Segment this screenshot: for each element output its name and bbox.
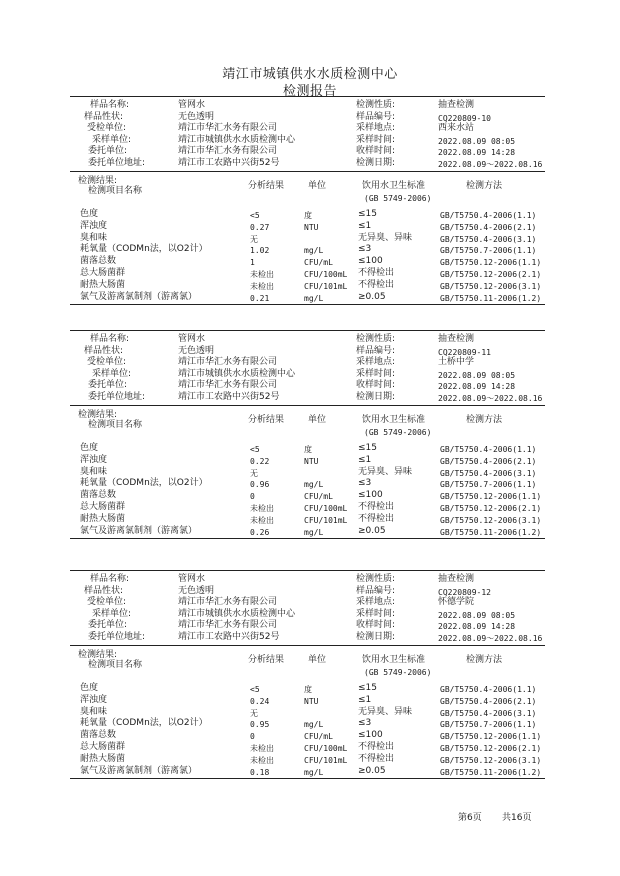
table-row-method: GB/T5750.12-2006(3.1): [440, 281, 542, 291]
table-row-std: 不得检出: [358, 502, 395, 512]
section-top-rule: [70, 570, 545, 571]
value-check-date: 2022.08.09～2022.08.16: [438, 634, 543, 643]
col-unit-header: 单位: [308, 655, 327, 665]
value-name: 管网水: [178, 100, 206, 110]
label-sample-time: 采样时间:: [356, 368, 396, 379]
col-method-header: 检测方法: [466, 655, 503, 665]
label-check-nature: 检测性质:: [356, 574, 396, 584]
value-name: 管网水: [178, 334, 206, 344]
page-total: 共16页: [502, 813, 532, 823]
label-sample-time: 采样时间:: [356, 608, 396, 619]
results-heading: 检测结果:: [78, 410, 118, 420]
label-entrust-addr: 委托单位地址:: [88, 392, 146, 402]
value-entrust-addr: 靖江市工农路中兴街52号: [178, 158, 280, 168]
table-row-method: GB/T5750.4-2006(3.1): [440, 468, 537, 478]
value-recv-time: 2022.08.09 14:28: [438, 148, 516, 158]
table-row-value: <5: [250, 211, 260, 220]
value-client: 靖江市华汇水务有限公司: [178, 123, 278, 134]
table-row-value: 0.26: [250, 527, 270, 537]
table-row-value: 未检出: [250, 504, 274, 513]
results-heading: 检测结果:: [78, 650, 118, 660]
col-std-header: 饮用水卫生标准: [362, 181, 426, 191]
table-row-unit: mg/L: [304, 246, 324, 256]
value-sampler: 靖江市城镇供水水质检测中心: [178, 134, 296, 145]
table-row-method: GB/T5750.4-2006(3.1): [440, 708, 537, 718]
table-row-item: 色度: [80, 683, 99, 693]
value-check-date: 2022.08.09～2022.08.16: [438, 394, 543, 403]
table-row-item: 色度: [80, 209, 99, 219]
col-method-header: 检测方法: [466, 181, 503, 191]
value-recv-time: 2022.08.09 14:28: [438, 382, 516, 392]
label-recv-time: 收样时间:: [356, 146, 396, 157]
label-entrust-addr: 委托单位地址:: [88, 632, 146, 642]
label-sample-no: 样品编号:: [356, 111, 396, 122]
table-row-item: 耗氧量（CODMn法，以O2计）: [80, 478, 208, 489]
col-std-header: 饮用水卫生标准: [362, 655, 426, 665]
table-row-value: <5: [250, 685, 260, 694]
table-row-unit: mg/L: [304, 293, 324, 303]
label-entrust: 委托单位:: [88, 146, 128, 157]
table-row-item: 浑浊度: [80, 694, 108, 705]
table-row-method: GB/T5750.12-2006(1.1): [440, 732, 542, 742]
table-row-item: 浑浊度: [80, 220, 108, 231]
table-row-item: 总大肠菌群: [80, 742, 126, 752]
table-row-std: 不得检出: [358, 742, 395, 752]
value-sample-time: 2022.08.09 08:05: [438, 136, 516, 146]
col-item-header: 检测项目名称: [88, 660, 143, 670]
section-bottom-rule: [70, 304, 545, 305]
table-row-value: 未检出: [250, 270, 274, 279]
table-row-unit: 度: [304, 685, 312, 694]
value-sampler: 靖江市城镇供水水质检测中心: [178, 608, 296, 619]
table-row-value: 无: [250, 708, 258, 718]
label-sampler: 采样单位:: [92, 608, 132, 619]
table-row-std: 不得检出: [358, 753, 395, 764]
col-unit-header: 单位: [308, 415, 327, 425]
table-row-std: ≥0.05: [358, 291, 386, 302]
header-bottom-rule: [70, 645, 545, 646]
table-row-item: 氯气及游离氯制剂（游离氯）: [80, 525, 198, 536]
label-check-date: 检测日期:: [356, 632, 396, 642]
table-row-method: GB/T5750.12-2006(2.1): [440, 270, 542, 279]
value-name: 管网水: [178, 574, 206, 584]
table-row-unit: mg/L: [304, 480, 324, 490]
col-method-header: 检测方法: [466, 415, 503, 425]
table-row-unit: 度: [304, 211, 312, 220]
label-sample-no: 样品编号:: [356, 345, 396, 356]
table-row-item: 菌落总数: [80, 490, 117, 501]
table-row-item: 耐热大肠菌: [80, 753, 126, 764]
table-row-unit: NTU: [304, 222, 319, 232]
table-row-item: 色度: [80, 443, 99, 453]
value-check-date: 2022.08.09～2022.08.16: [438, 160, 543, 169]
value-sample-time: 2022.08.09 08:05: [438, 370, 516, 380]
value-entrust: 靖江市华汇水务有限公司: [178, 620, 278, 631]
table-row-item: 臭和味: [80, 466, 108, 477]
table-row-method: GB/T5750.4-2006(1.1): [440, 211, 537, 220]
table-row-std: ≥0.05: [358, 525, 386, 536]
value-entrust: 靖江市华汇水务有限公司: [178, 380, 278, 391]
table-row-unit: NTU: [304, 696, 319, 706]
label-sample-time: 采样时间:: [356, 134, 396, 145]
value-nature: 无色透明: [178, 585, 215, 596]
table-row-std: 不得检出: [358, 279, 395, 290]
table-row-method: GB/T5750.7-2006(1.1): [440, 720, 537, 730]
label-client: 受检单位:: [87, 597, 127, 608]
table-row-std: 不得检出: [358, 268, 395, 278]
table-row-unit: CFU/101mL: [304, 515, 348, 525]
table-row-method: GB/T5750.12-2006(3.1): [440, 755, 542, 765]
table-row-item: 耐热大肠菌: [80, 279, 126, 290]
table-row-method: GB/T5750.11-2006(1.2): [440, 767, 542, 777]
header-bottom-rule: [70, 171, 545, 172]
value-check-nature: 抽查检测: [438, 334, 475, 344]
label-client: 受检单位:: [87, 357, 127, 368]
table-row-std: ≤15: [358, 209, 377, 219]
label-entrust: 委托单位:: [88, 380, 128, 391]
table-row-value: 0.95: [250, 720, 270, 730]
table-row-item: 菌落总数: [80, 730, 117, 741]
col-value-header: 分析结果: [248, 655, 285, 665]
table-row-std: ≤100: [358, 256, 383, 267]
table-row-item: 臭和味: [80, 232, 108, 243]
value-nature: 无色透明: [178, 345, 215, 356]
table-row-method: GB/T5750.11-2006(1.2): [440, 293, 542, 303]
label-check-nature: 检测性质:: [356, 334, 396, 344]
table-row-item: 耗氧量（CODMn法，以O2计）: [80, 718, 208, 729]
value-sample-no: CQ220809-12: [438, 587, 491, 597]
table-row-item: 氯气及游离氯制剂（游离氯）: [80, 291, 198, 302]
table-row-unit: CFU/100mL: [304, 744, 348, 753]
table-row-std: ≤3: [358, 478, 372, 489]
table-row-std: ≤100: [358, 490, 383, 501]
report-title: 检测报告: [282, 84, 337, 99]
col-value-header: 分析结果: [248, 415, 285, 425]
table-row-value: 未检出: [250, 755, 274, 765]
table-row-method: GB/T5750.12-2006(3.1): [440, 515, 542, 525]
table-row-unit: CFU/mL: [304, 492, 333, 502]
value-client: 靖江市华汇水务有限公司: [178, 597, 278, 608]
table-row-unit: 度: [304, 445, 312, 454]
value-sample-no: CQ220809-11: [438, 347, 491, 357]
section-top-rule: [70, 330, 545, 331]
table-row-std: 不得检出: [358, 513, 395, 524]
table-row-std: 无异臭、异味: [358, 466, 413, 477]
table-row-std: ≤1: [358, 220, 372, 231]
table-row-unit: CFU/101mL: [304, 755, 348, 765]
value-sample-loc: 西来水站: [438, 123, 475, 134]
value-recv-time: 2022.08.09 14:28: [438, 622, 516, 632]
table-row-std: ≤15: [358, 443, 377, 453]
table-row-item: 菌落总数: [80, 256, 117, 267]
label-sampler: 采样单位:: [92, 134, 132, 145]
label-sample-nature: 样品性状:: [84, 111, 124, 122]
col-std-header-sub: (GB 5749-2006): [364, 428, 432, 437]
table-row-value: 未检出: [250, 515, 274, 525]
value-entrust-addr: 靖江市工农路中兴街52号: [178, 392, 280, 402]
table-row-value: 0.18: [250, 767, 270, 777]
value-entrust: 靖江市华汇水务有限公司: [178, 146, 278, 157]
label-sample-nature: 样品性状:: [84, 345, 124, 356]
table-row-value: 无: [250, 234, 258, 244]
col-std-header-sub: (GB 5749-2006): [364, 668, 432, 677]
table-row-std: 无异臭、异味: [358, 232, 413, 243]
table-row-method: GB/T5750.11-2006(1.2): [440, 527, 542, 537]
table-row-unit: mg/L: [304, 527, 324, 537]
table-row-unit: mg/L: [304, 720, 324, 730]
table-row-unit: CFU/100mL: [304, 504, 348, 513]
table-row-unit: NTU: [304, 456, 319, 466]
table-row-item: 耐热大肠菌: [80, 513, 126, 524]
col-unit-header: 单位: [308, 181, 327, 191]
value-entrust-addr: 靖江市工农路中兴街52号: [178, 632, 280, 642]
table-row-value: 0: [250, 492, 255, 502]
table-row-item: 臭和味: [80, 706, 108, 717]
label-sample-name: 样品名称:: [90, 334, 130, 344]
table-row-unit: CFU/mL: [304, 732, 333, 742]
table-row-item: 总大肠菌群: [80, 268, 126, 278]
table-row-method: GB/T5750.12-2006(2.1): [440, 744, 542, 753]
value-check-nature: 抽查检测: [438, 100, 475, 110]
label-check-date: 检测日期:: [356, 158, 396, 168]
table-row-unit: CFU/101mL: [304, 281, 348, 291]
label-sample-loc: 采样地点:: [356, 357, 396, 368]
table-row-unit: mg/L: [304, 767, 324, 777]
table-row-item: 浑浊度: [80, 454, 108, 465]
table-row-method: GB/T5750.7-2006(1.1): [440, 480, 537, 490]
table-row-std: ≤15: [358, 683, 377, 693]
table-row-std: ≤3: [358, 244, 372, 255]
table-row-method: GB/T5750.7-2006(1.1): [440, 246, 537, 256]
value-client: 靖江市华汇水务有限公司: [178, 357, 278, 368]
table-row-value: 0.24: [250, 696, 270, 706]
label-sample-loc: 采样地点:: [356, 123, 396, 134]
table-row-item: 耗氧量（CODMn法，以O2计）: [80, 244, 208, 255]
table-row-method: GB/T5750.4-2006(2.1): [440, 696, 537, 706]
table-row-std: ≤3: [358, 718, 372, 729]
col-std-header: 饮用水卫生标准: [362, 415, 426, 425]
label-sample-name: 样品名称:: [90, 574, 130, 584]
table-row-value: 0.96: [250, 480, 270, 490]
table-row-std: ≤1: [358, 694, 372, 705]
label-recv-time: 收样时间:: [356, 380, 396, 391]
col-std-header-sub: (GB 5749-2006): [364, 194, 432, 203]
label-sampler: 采样单位:: [92, 368, 132, 379]
col-item-header: 检测项目名称: [88, 420, 143, 430]
table-row-method: GB/T5750.12-2006(2.1): [440, 504, 542, 513]
table-row-method: GB/T5750.4-2006(1.1): [440, 445, 537, 454]
label-sample-name: 样品名称:: [90, 100, 130, 110]
table-row-method: GB/T5750.4-2006(2.1): [440, 222, 537, 232]
section-bottom-rule: [70, 538, 545, 539]
table-row-method: GB/T5750.4-2006(3.1): [440, 234, 537, 244]
table-row-method: GB/T5750.4-2006(1.1): [440, 685, 537, 694]
table-row-unit: CFU/100mL: [304, 270, 348, 279]
label-recv-time: 收样时间:: [356, 620, 396, 631]
table-row-value: 0.22: [250, 456, 270, 466]
table-row-value: 1.02: [250, 246, 270, 256]
label-entrust-addr: 委托单位地址:: [88, 158, 146, 168]
section-bottom-rule: [70, 778, 545, 779]
table-row-method: GB/T5750.4-2006(2.1): [440, 456, 537, 466]
section-top-rule: [70, 96, 545, 97]
label-sample-nature: 样品性状:: [84, 585, 124, 596]
label-sample-no: 样品编号:: [356, 585, 396, 596]
table-row-unit: CFU/mL: [304, 258, 333, 268]
value-sample-time: 2022.08.09 08:05: [438, 610, 516, 620]
label-check-nature: 检测性质:: [356, 100, 396, 110]
value-sample-loc: 怀德学院: [438, 597, 475, 608]
value-sampler: 靖江市城镇供水水质检测中心: [178, 368, 296, 379]
table-row-std: ≤100: [358, 730, 383, 741]
table-row-value: 0.27: [250, 222, 270, 232]
table-row-value: 未检出: [250, 744, 274, 753]
results-heading: 检测结果:: [78, 176, 118, 186]
table-row-item: 总大肠菌群: [80, 502, 126, 512]
label-entrust: 委托单位:: [88, 620, 128, 631]
col-item-header: 检测项目名称: [88, 186, 143, 196]
label-client: 受检单位:: [87, 123, 127, 134]
table-row-value: <5: [250, 445, 260, 454]
table-row-item: 氯气及游离氯制剂（游离氯）: [80, 765, 198, 776]
table-row-method: GB/T5750.12-2006(1.1): [440, 258, 542, 268]
label-sample-loc: 采样地点:: [356, 597, 396, 608]
value-sample-no: CQ220809-10: [438, 113, 491, 123]
header-bottom-rule: [70, 405, 545, 406]
col-value-header: 分析结果: [248, 181, 285, 191]
table-row-method: GB/T5750.12-2006(1.1): [440, 492, 542, 502]
value-check-nature: 抽查检测: [438, 574, 475, 584]
table-row-std: 无异臭、异味: [358, 706, 413, 717]
table-row-std: ≥0.05: [358, 765, 386, 776]
table-row-std: ≤1: [358, 454, 372, 465]
table-row-value: 0: [250, 732, 255, 742]
org-title: 靖江市城镇供水水质检测中心: [222, 67, 398, 82]
value-nature: 无色透明: [178, 111, 215, 122]
table-row-value: 无: [250, 468, 258, 478]
table-row-value: 0.21: [250, 293, 270, 303]
page-number: 第6页: [458, 813, 482, 823]
table-row-value: 1: [250, 258, 255, 268]
table-row-value: 未检出: [250, 281, 274, 291]
label-check-date: 检测日期:: [356, 392, 396, 402]
value-sample-loc: 土桥中学: [438, 357, 475, 368]
